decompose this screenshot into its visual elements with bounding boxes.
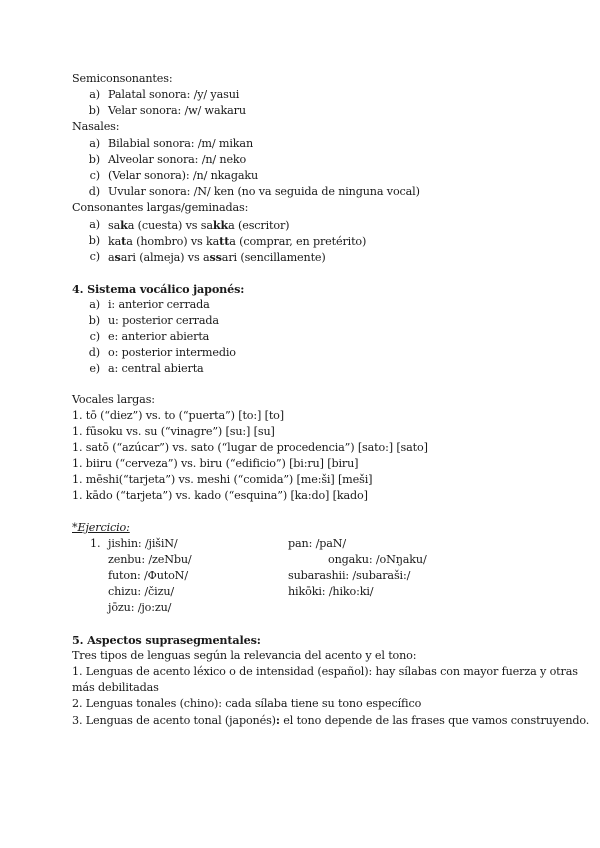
paragraph-colon: : [275,713,280,727]
consonant-highlight: k [120,218,128,232]
gloss: (hombro) vs ka [132,235,220,248]
consonant-highlight: s [114,250,121,264]
paragraph-text: 3. Lenguas de acento tonal (japonés) [72,714,276,727]
exercise-entry: pan: /paN/ [288,537,347,550]
exercise-entry: jōzu: /jo:zu/ [108,601,172,614]
list-item-text: e: anterior abierta [108,330,210,343]
semiconsonants-heading: Semiconsonantes: [72,72,173,85]
exercise-entry: hikōki: /hiko:ki/ [288,585,374,598]
paragraph-line: 2. Lenguas tonales (chino): cada sílaba tiene su tono específico [72,697,422,710]
exercise-number: 1. [90,537,101,550]
list-marker: a) [89,218,100,231]
exercise-entry: jishin: /jišiN/ [108,537,178,550]
list-item-text [108,217,289,234]
list-marker: c) [89,250,100,263]
long-vowel-line: 1. fūsoku vs. su (“vinagre”) [su:] [su] [72,425,275,438]
consonant-highlight: t [121,234,127,248]
list-marker: b) [88,234,100,247]
list-marker: a) [89,298,100,311]
list-item-text: u: posterior cerrada [108,314,219,327]
long-vowel-line: 1. satō (“azúcar”) vs. sato (“lugar de procedencia”) [sato:] [sato] [72,441,428,454]
long-vowel-line: 1. tō (“diez”) vs. to (“puerta”) [to:] [to] [72,409,284,422]
long-vowels-heading: Vocales largas: [72,393,155,406]
paragraph-line: Tres tipos de lenguas según la relevancia del acento y el tono: [72,649,417,662]
list-item-text [108,249,326,266]
list-item-text: Alveolar sonora: /n/ neko [108,153,247,166]
word-part: a [127,219,135,232]
exercise-entry: futon: /ΦutoN/ [108,569,188,582]
list-marker: d) [88,185,100,198]
list-item-text: Palatal sonora: /y/ yasui [108,88,240,101]
suprasegmental-heading: 5. Aspectos suprasegmentales: [72,633,261,647]
list-item-text: o: posterior intermedio [108,346,236,359]
list-marker: e) [89,362,100,375]
word-part: a [126,235,133,248]
list-item-text: a: central abierta [108,362,204,375]
list-item-text [108,233,366,250]
word-part: ari [120,251,136,264]
long-vowel-line: 1. kādo (“tarjeta”) vs. kado (“esquina”) [ka:do] [kado] [72,489,368,502]
vowel-system-heading: 4. Sistema vocálico japonés: [72,282,245,296]
gloss: a (escritor) [228,219,290,232]
gloss: ari (sencillamente) [221,251,326,264]
list-item-text: Uvular sonora: /N/ ken (no va seguida de ninguna vocal) [108,185,420,198]
list-marker: c) [89,169,100,182]
paragraph-line: 1. Lenguas de acento léxico o de intensidad (español): hay sílabas con mayor fuerza y otras [72,665,578,678]
paragraph-line: más debilitadas [72,681,159,694]
list-item-text: Velar sonora: /w/ wakaru [108,104,246,117]
list-marker: c) [89,330,100,343]
paragraph-line [72,712,589,729]
long-consonants-heading: Consonantes largas/geminadas: [72,201,249,214]
geminate-highlight: tt [219,234,230,248]
paragraph-text: el tono depende de las frases que vamos construyendo. [279,714,590,727]
exercise-entry: chizu: /čizu/ [108,585,175,598]
list-marker: a) [89,137,100,150]
geminate-highlight: ss [209,250,222,264]
list-marker: b) [88,153,100,166]
long-vowel-line: 1. mēshi(“tarjeta”) vs. meshi (“comida”) [me:ši] [meši] [72,473,373,486]
list-marker: b) [88,104,100,117]
list-marker: a) [89,88,100,101]
word-part: a [108,251,115,264]
list-marker: b) [88,314,100,327]
list-item-text: Bilabial sonora: /m/ mikan [108,137,253,150]
list-marker: d) [88,346,100,359]
gloss: a (comprar, en pretérito) [229,235,367,248]
gloss: (almeja) vs a [135,251,210,264]
gloss: (cuesta) vs sa [134,219,213,232]
list-item-text: i: anterior cerrada [108,298,210,311]
nasals-heading: Nasales: [72,120,120,133]
word-part: sa [108,219,121,232]
exercise-entry: zenbu: /zeNbu/ [108,553,192,566]
list-item-text: (Velar sonora): /n/ nkagaku [108,169,259,182]
exercise-entry: subarashii: /subaraši:/ [288,569,411,582]
word-part: ka [108,235,122,248]
exercise-entry: ongaku: /oNŋaku/ [328,553,427,566]
geminate-highlight: kk [212,218,229,232]
long-vowel-line: 1. biiru (“cerveza”) vs. biru (“edificio”) [bi:ru] [biru] [72,457,359,470]
exercise-title: *Ejercicio: [72,521,130,534]
